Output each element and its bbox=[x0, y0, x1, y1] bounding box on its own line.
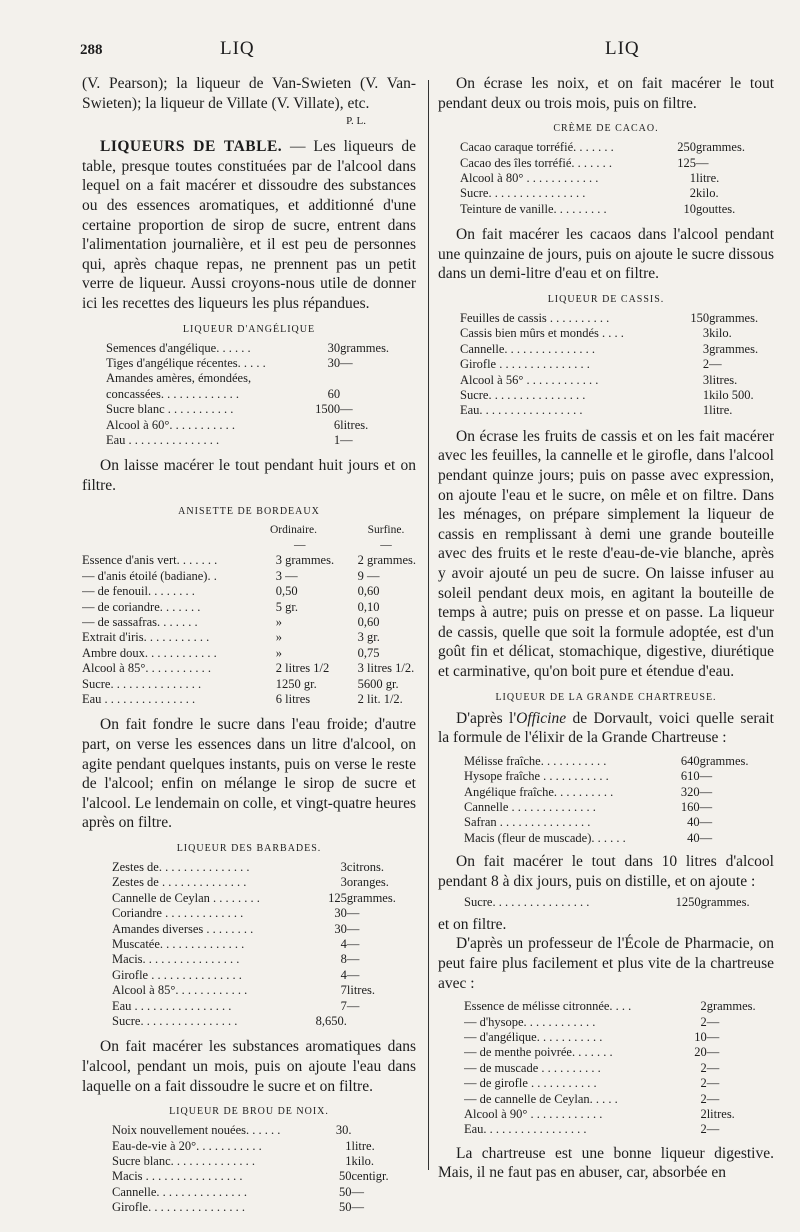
ingredient-name: Macis . . . . . . . . . . . . . . . . bbox=[112, 1169, 243, 1184]
recipe-row bbox=[82, 677, 416, 692]
ingredient-unit: — bbox=[351, 1200, 364, 1215]
recipe-table-barbades bbox=[112, 860, 416, 1029]
ingredient-name: Sucre. . . . . . . . . . . . . . . bbox=[82, 676, 202, 691]
ingredient-quantity: 50 bbox=[338, 1184, 352, 1199]
recipe-row bbox=[464, 754, 774, 769]
ingredient-name: Eau . . . . . . . . . . . . . . . bbox=[106, 432, 220, 447]
chartreuse-alt-intro: D'après un professeur de l'École de Pharmacie, on peut faire plus facilement et plus vite de la chartreuse avec : bbox=[438, 935, 774, 992]
recipe-row bbox=[106, 341, 416, 356]
ingredient-quantity: 1500 bbox=[315, 402, 341, 417]
ingredient-quantity: 40 bbox=[687, 830, 700, 845]
ingredient-name: Sucre blanc . . . . . . . . . . . bbox=[106, 402, 234, 417]
ingredient-unit: kilo. bbox=[351, 1154, 375, 1169]
ingredient-quantity: 125 bbox=[677, 155, 696, 170]
intro-emphasis: Officine bbox=[516, 709, 567, 727]
chartreuse-closing: La chartreuse est une bonne liqueur digestive. Mais, il ne faut pas en abuser, car, absorbée en bbox=[438, 1144, 774, 1182]
recipe-title-anisette: ANISETTE DE BORDEAUX bbox=[178, 505, 320, 517]
recipe-row bbox=[82, 630, 416, 645]
recipe-row bbox=[112, 1154, 416, 1169]
author-signature: P. L. bbox=[346, 115, 366, 128]
ingredient-name: — de coriandre. . . . . . . bbox=[82, 599, 201, 614]
ingredient-quantity: 30 bbox=[334, 921, 347, 936]
ingredient-quantity: 7 bbox=[340, 983, 347, 998]
left-running-title: LIQ bbox=[220, 38, 255, 59]
recipe-row bbox=[82, 584, 416, 599]
ingredient-name: — d'anis étoilé (badiane). . bbox=[82, 568, 217, 583]
ingredient-quantity: 20 bbox=[694, 1045, 707, 1060]
ingredient-unit: — bbox=[346, 921, 360, 936]
recipe-title-angelique: LIQUEUR D'ANGÉLIQUE bbox=[182, 323, 316, 335]
recipe-row bbox=[112, 983, 416, 998]
column-dash: — bbox=[380, 538, 392, 551]
ingredient-quantity: 60 bbox=[327, 386, 341, 401]
ingredient-name: Girofle . . . . . . . . . . . . . . . bbox=[460, 357, 590, 372]
ingredient-name: Angélique fraîche. . . . . . . . . . bbox=[464, 784, 614, 799]
recipe-row bbox=[112, 891, 416, 906]
ingredient-unit: 2 grammes. bbox=[357, 553, 416, 568]
ingredient-name: — d'hysope. . . . . . . . . . . . bbox=[464, 1014, 596, 1029]
recipe-row bbox=[460, 186, 766, 201]
ingredient-name: Amandes amères, émondées, concassées. . . . . . . . . . . . . bbox=[106, 371, 252, 401]
ingredient-unit: grammes. bbox=[706, 999, 756, 1014]
column-dash: — bbox=[294, 538, 306, 551]
ingredient-quantity: 4 bbox=[340, 937, 347, 952]
anisette-column-headers bbox=[82, 523, 416, 554]
ingredient-unit: grammes. bbox=[709, 341, 759, 356]
recipe-row bbox=[82, 615, 416, 630]
ingredient-name: Eau. . . . . . . . . . . . . . . . . bbox=[464, 1122, 587, 1137]
section-text: — Les liqueurs de table, presque toutes constituées par de l'alcool dans lequel on a fait macérer et dissoudre des substances ou des essences aromatiques, et additionné d'une certaine proportion de sirop de sucre, entrent dans l'alimentation journalière, et il est peu de personnes qui, après chaque repas, ne prennent pas un petit verre de liqueur. Aussi croyons-nous utile de donner ici les recettes des liqueurs les plus répandues. bbox=[82, 138, 416, 312]
recipe-row bbox=[112, 1014, 416, 1029]
ingredient-name: Cacao des îles torréfié. . . . . . . bbox=[460, 155, 613, 170]
ingredient-name: Eau-de-vie à 20°. . . . . . . . . . . bbox=[112, 1138, 262, 1153]
recipe-row bbox=[112, 875, 416, 890]
ingredient-unit: — bbox=[696, 155, 709, 170]
ingredient-name: Eau . . . . . . . . . . . . . . . . bbox=[112, 998, 232, 1013]
recipe-row bbox=[106, 371, 416, 402]
ingredient-name: Safran . . . . . . . . . . . . . . . bbox=[464, 815, 591, 830]
ingredient-name: Cannelle . . . . . . . . . . . . . . bbox=[464, 799, 596, 814]
recipe-row bbox=[460, 357, 774, 372]
running-header bbox=[80, 38, 780, 64]
ingredient-unit: kilo 500. bbox=[709, 388, 754, 403]
ingredient-unit: litres. bbox=[346, 983, 376, 998]
recipe-table-anisette bbox=[82, 553, 416, 707]
ingredient-unit: grammes. bbox=[700, 895, 750, 910]
recipe-row bbox=[464, 800, 774, 815]
chartreuse-sugar-row bbox=[464, 895, 774, 910]
ingredient-name: Cannelle de Ceylan . . . . . . . . bbox=[112, 890, 260, 905]
ingredient-name: Essence de mélisse citronnée. . . . bbox=[464, 999, 632, 1014]
ingredient-unit: centigr. bbox=[351, 1169, 389, 1184]
ingredient-unit: grammes. bbox=[699, 753, 749, 768]
ingredient-unit: — bbox=[346, 906, 360, 921]
column-header-surfine: Surfine. bbox=[367, 523, 405, 536]
ingredient-unit bbox=[351, 1123, 416, 1138]
chartreuse-note: On fait macérer le tout dans 10 litres d'alcool pendant 8 à dix jours, puis on distille, et on ajoute : bbox=[438, 853, 774, 890]
ingredient-unit: — bbox=[699, 769, 713, 784]
recipe-row bbox=[112, 999, 416, 1014]
ingredient-name: Semences d'angélique. . . . . . bbox=[106, 340, 251, 355]
recipe-table-chartreuse-alt bbox=[464, 999, 774, 1138]
ingredient-quantity: » bbox=[275, 630, 283, 645]
ingredient-unit bbox=[347, 1014, 416, 1029]
recipe-row bbox=[82, 692, 416, 707]
ingredient-quantity: 2 bbox=[700, 1091, 707, 1106]
ingredient-quantity: 30. bbox=[335, 1123, 352, 1138]
ingredient-unit: grammes. bbox=[696, 140, 745, 155]
recipe-row bbox=[112, 1185, 416, 1200]
ingredient-quantity: 3 grammes. bbox=[275, 553, 335, 568]
ingredient-unit: grammes. bbox=[346, 890, 396, 905]
ingredient-quantity: 0,50 bbox=[275, 584, 298, 599]
ingredient-unit: 0,10 bbox=[357, 599, 380, 614]
ingredient-name: Hysope fraîche . . . . . . . . . . . bbox=[464, 769, 609, 784]
ingredient-unit: — bbox=[709, 357, 722, 372]
recipe-row bbox=[106, 433, 416, 448]
ingredient-quantity: 30 bbox=[327, 355, 341, 370]
chartreuse-filter: et on filtre. bbox=[438, 915, 507, 933]
ingredient-quantity: 3 bbox=[340, 875, 347, 890]
ingredient-quantity: 7 bbox=[340, 998, 347, 1013]
recipe-row bbox=[460, 342, 774, 357]
ingredient-unit: litre. bbox=[709, 403, 733, 418]
ingredient-unit: — bbox=[351, 1184, 364, 1199]
recipe-row bbox=[464, 1107, 774, 1122]
ingredient-unit: — bbox=[706, 1045, 720, 1060]
recipe-row bbox=[112, 906, 416, 921]
recipe-row bbox=[112, 1139, 416, 1154]
recipe-table-chartreuse bbox=[464, 754, 774, 846]
ingredient-unit: 2 lit. 1/2. bbox=[357, 692, 403, 707]
ingredient-unit: 5600 gr. bbox=[357, 676, 399, 691]
recipe-note-barbades: On fait macérer les substances aromatiques dans l'alcool, pendant un mois, puis on ajoute l'eau dans laquelle on a fait dissoudre le sucre et on filtre. bbox=[82, 1038, 416, 1095]
ingredient-name: Zestes de. . . . . . . . . . . . . . . bbox=[112, 860, 250, 874]
recipe-row bbox=[464, 1015, 774, 1030]
ingredient-quantity: 1 bbox=[689, 171, 696, 185]
ingredient-name: Teinture de vanille. . . . . . . . . bbox=[460, 201, 607, 216]
ingredient-quantity: 10 bbox=[683, 201, 696, 216]
ingredient-quantity: 2 bbox=[700, 1122, 707, 1137]
ingredient-name: Cacao caraque torréfié. . . . . . . bbox=[460, 140, 614, 155]
ingredient-unit: — bbox=[340, 402, 353, 417]
ingredient-quantity: 6 bbox=[333, 417, 341, 432]
ingredient-name: Ambre doux. . . . . . . . . . . . bbox=[82, 645, 217, 660]
ingredient-quantity: 3 bbox=[340, 860, 347, 874]
ingredient-name: Cassis bien mûrs et mondés . . . . bbox=[460, 326, 624, 341]
recipe-note-brou: On écrase les noix, et on fait macérer le tout pendant deux ou trois mois, puis on filtre. bbox=[438, 75, 774, 112]
ingredient-quantity: 610 bbox=[680, 769, 700, 784]
recipe-row bbox=[460, 373, 774, 388]
recipe-row bbox=[464, 1061, 774, 1076]
ingredient-unit: litre. bbox=[696, 171, 720, 185]
ingredient-unit: — bbox=[706, 1029, 720, 1044]
ingredient-name: Sucre blanc. . . . . . . . . . . . . . bbox=[112, 1154, 256, 1169]
ingredient-quantity: 150 bbox=[690, 311, 710, 325]
recipe-row bbox=[82, 646, 416, 661]
ingredient-unit: 0,60 bbox=[357, 584, 380, 599]
ingredient-unit: kilo. bbox=[696, 186, 719, 201]
intro-paragraph: (V. Pearson); la liqueur de Van-Swieten (V. Van-Swieten); la liqueur de Villate (V. Villate), etc. bbox=[82, 75, 416, 112]
ingredient-name: Zestes de . . . . . . . . . . . . . . bbox=[112, 875, 247, 890]
recipe-row bbox=[82, 553, 416, 568]
ingredient-name: — d'angélique. . . . . . . . . . . bbox=[464, 1029, 603, 1044]
ingredient-name: Sucre. . . . . . . . . . . . . . . . bbox=[460, 186, 586, 201]
ingredient-unit: litres. bbox=[340, 417, 369, 432]
recipe-row bbox=[460, 202, 766, 217]
ingredient-quantity: 3 bbox=[702, 372, 710, 387]
ingredient-quantity: 125 bbox=[328, 890, 347, 905]
recipe-row bbox=[460, 403, 774, 418]
ingredient-name: — de menthe poivrée. . . . . . . bbox=[464, 1045, 613, 1060]
ingredient-unit: 3 litres 1/2. bbox=[357, 661, 415, 676]
ingredient-name: Noix nouvellement nouées. . . . . . bbox=[112, 1123, 281, 1138]
ingredient-quantity: » bbox=[275, 645, 283, 660]
ingredient-quantity: 1250 gr. bbox=[275, 676, 317, 691]
ingredient-unit: — bbox=[340, 432, 353, 447]
page-number: 288 bbox=[80, 42, 103, 58]
recipe-note-anisette: On fait fondre le sucre dans l'eau froide; d'autre part, on verse les essences dans un litre d'alcool, on agite pendant quelques instants, puis on verse le reste de l'alcool; enfin on mélange le sirop de sucre et l'alcool. Le lendemain on colle, et vingt-quatre heures après on filtre. bbox=[82, 716, 416, 832]
right-running-title: LIQ bbox=[605, 38, 640, 59]
recipe-note-angelique: On laisse macérer le tout pendant huit jours et on filtre. bbox=[82, 457, 416, 494]
recipe-row bbox=[464, 1030, 774, 1045]
recipe-row bbox=[82, 600, 416, 615]
ingredient-name: Extrait d'iris. . . . . . . . . . . bbox=[82, 630, 210, 645]
ingredient-name: — de fenouil. . . . . . . . bbox=[82, 584, 195, 599]
recipe-row bbox=[460, 326, 774, 341]
recipe-row bbox=[464, 999, 774, 1014]
ingredient-quantity: 640 bbox=[680, 753, 700, 768]
ingredient-unit bbox=[340, 371, 416, 402]
recipe-row bbox=[106, 418, 416, 433]
ingredient-unit: — bbox=[706, 1076, 720, 1091]
ingredient-quantity: 5 gr. bbox=[275, 599, 298, 614]
ingredient-unit: gouttes. bbox=[696, 201, 736, 216]
ingredient-name: — de sassafras. . . . . . . bbox=[82, 615, 198, 629]
column-header-ordinaire: Ordinaire. bbox=[270, 523, 317, 536]
ingredient-unit: litres. bbox=[706, 1107, 735, 1121]
ingredient-unit: 9 — bbox=[357, 568, 380, 583]
ingredient-quantity: 8 bbox=[340, 952, 347, 967]
ingredient-name: Cannelle. . . . . . . . . . . . . . . bbox=[460, 341, 596, 356]
ingredient-quantity: 40 bbox=[687, 815, 700, 830]
intro-text: D'après l' bbox=[456, 709, 517, 727]
ingredient-quantity: 2 bbox=[689, 186, 696, 201]
recipe-title-cassis: LIQUEUR DE CASSIS. bbox=[547, 294, 665, 305]
ingredient-name: Macis (fleur de muscade). . . . . . bbox=[464, 830, 626, 845]
ingredient-quantity: 2 bbox=[700, 999, 707, 1014]
ingredient-unit: oranges. bbox=[346, 875, 389, 890]
ingredient-unit: kilo. bbox=[709, 326, 732, 341]
recipe-table-angelique bbox=[106, 341, 416, 449]
recipe-row bbox=[464, 1076, 774, 1091]
ingredient-unit: grammes. bbox=[709, 311, 759, 325]
ingredient-quantity: 1 bbox=[345, 1154, 352, 1169]
ingredient-name: Eau . . . . . . . . . . . . . . . bbox=[82, 692, 196, 707]
ingredient-unit: — bbox=[706, 1122, 720, 1137]
recipe-row bbox=[112, 860, 416, 875]
right-column bbox=[438, 74, 774, 1183]
recipe-note-cassis: On écrase les fruits de cassis et on les fait macérer avec les feuilles, la cannelle et le girofle, dans l'alcool pendant quinze jours; puis on passe avec expression, on ajoute l'eau et le sucre, on mêle et on filtre. Dans les ménages, on prépare simplement la liqueur de cassis en remplissant à demi une grande bouteille avec des fruits et le reste d'eau-de-vie blanche, après y avoir ajouté un peu de sucre. On laisse infuser au soleil pendant deux mois, en agitant la bouteille de temps à autre; puis on presse et on passe. La liqueur de cassis, quelle que soit la formule adoptée, est d'un goût fin et délicat, stomachique, digestive, diurétique et carminative, qu'on boit pure et étendue d'eau. bbox=[438, 427, 774, 680]
recipe-row bbox=[460, 388, 774, 403]
recipe-title-chartreuse: LIQUEUR DE LA GRANDE CHARTREUSE. bbox=[495, 691, 717, 703]
recipe-row bbox=[112, 1169, 416, 1184]
recipe-note-cacao: On fait macérer les cacaos dans l'alcool pendant une quinzaine de jours, puis on ajoute le sucre dissous dans un demi-litre d'eau et on filtre. bbox=[438, 226, 774, 283]
ingredient-unit: — bbox=[706, 1014, 720, 1029]
recipe-row bbox=[464, 815, 774, 830]
ingredient-name: Sucre. . . . . . . . . . . . . . . . bbox=[464, 895, 590, 910]
ingredient-name: Feuilles de cassis . . . . . . . . . . bbox=[460, 311, 610, 325]
column-divider bbox=[428, 80, 429, 1170]
chartreuse-intro bbox=[438, 709, 774, 748]
ingredient-name: Macis. . . . . . . . . . . . . . . . bbox=[112, 952, 240, 967]
ingredient-name: Sucre. . . . . . . . . . . . . . . . bbox=[112, 1014, 238, 1029]
recipe-title-cacao: CRÈME DE CACAO. bbox=[553, 123, 659, 135]
recipe-row bbox=[82, 569, 416, 584]
ingredient-name: — de muscade . . . . . . . . . . bbox=[464, 1060, 601, 1075]
recipe-row bbox=[82, 661, 416, 676]
recipe-row bbox=[112, 1123, 416, 1138]
intro-text: de Dorvault, voici quelle serait la formule de l'élixir de la Grande Chartreuse : bbox=[438, 709, 774, 747]
section-paragraph bbox=[82, 137, 416, 313]
ingredient-unit: citrons. bbox=[346, 860, 385, 874]
ingredient-unit: — bbox=[346, 937, 360, 952]
ingredient-quantity: 3 bbox=[702, 326, 710, 341]
left-column bbox=[82, 74, 416, 1224]
recipe-row bbox=[460, 311, 774, 326]
ingredient-quantity: 2 litres 1/2 bbox=[275, 661, 330, 676]
ingredient-quantity: 2 bbox=[700, 1107, 707, 1121]
ingredient-unit: litre. bbox=[351, 1138, 375, 1153]
ingredient-quantity: 50 bbox=[338, 1200, 352, 1215]
recipe-row bbox=[112, 968, 416, 983]
recipe-row bbox=[464, 1122, 774, 1137]
ingredient-unit: — bbox=[346, 967, 360, 982]
recipe-row bbox=[106, 402, 416, 417]
ingredient-quantity: 1 bbox=[333, 432, 341, 447]
ingredient-unit: — bbox=[346, 998, 360, 1013]
ingredient-unit: 0,75 bbox=[357, 645, 380, 660]
section-heading: LIQUEURS DE TABLE. bbox=[100, 138, 283, 156]
ingredient-quantity: 1 bbox=[345, 1138, 352, 1153]
ingredient-quantity: 1 bbox=[702, 403, 710, 418]
ingredient-quantity: » bbox=[275, 615, 283, 629]
ingredient-unit: 3 gr. bbox=[357, 630, 380, 645]
ingredient-name: Alcool à 85°. . . . . . . . . . . bbox=[82, 661, 211, 676]
ingredient-name: Essence d'anis vert. . . . . . . bbox=[82, 553, 218, 568]
ingredient-quantity: 30 bbox=[327, 340, 341, 355]
recipe-row bbox=[464, 831, 774, 846]
recipe-table-cassis bbox=[460, 311, 774, 419]
ingredient-name: Tiges d'angélique récentes. . . . . bbox=[106, 355, 266, 370]
recipe-row bbox=[464, 1045, 774, 1060]
ingredient-quantity: 30 bbox=[334, 906, 347, 921]
recipe-row bbox=[460, 171, 766, 186]
recipe-row bbox=[464, 1092, 774, 1107]
recipe-row bbox=[112, 1200, 416, 1215]
ingredient-name: Amandes diverses . . . . . . . . bbox=[112, 921, 254, 936]
ingredient-name: Alcool à 80° . . . . . . . . . . . . bbox=[460, 171, 599, 185]
ingredient-name: Mélisse fraîche. . . . . . . . . . . bbox=[464, 753, 607, 768]
ingredient-quantity: 10 bbox=[694, 1029, 707, 1044]
ingredient-unit: — bbox=[346, 952, 360, 967]
ingredient-unit: — bbox=[340, 355, 353, 370]
ingredient-name: Muscatée. . . . . . . . . . . . . . bbox=[112, 937, 245, 952]
ingredient-quantity: 1 bbox=[702, 388, 710, 403]
ingredient-unit: — bbox=[699, 799, 713, 814]
recipe-title-barbades: LIQUEUR DES BARBADES. bbox=[176, 843, 322, 854]
recipe-row bbox=[106, 356, 416, 371]
recipe-row bbox=[460, 156, 766, 171]
ingredient-name: Alcool à 56° . . . . . . . . . . . . bbox=[460, 372, 599, 387]
ingredient-quantity: 160 bbox=[680, 799, 700, 814]
ingredient-name: Alcool à 90° . . . . . . . . . . . . bbox=[464, 1107, 603, 1121]
ingredient-unit: — bbox=[706, 1060, 720, 1075]
ingredient-quantity: 2 bbox=[702, 357, 710, 372]
ingredient-quantity: 1250 bbox=[675, 895, 701, 910]
ingredient-quantity: 2 bbox=[700, 1014, 707, 1029]
ingredient-quantity: 3 — bbox=[275, 568, 298, 583]
recipe-row bbox=[112, 952, 416, 967]
ingredient-quantity: 320 bbox=[680, 784, 700, 799]
ingredient-name: Eau. . . . . . . . . . . . . . . . . bbox=[460, 403, 583, 418]
ingredient-name: — de cannelle de Ceylan. . . . . bbox=[464, 1091, 618, 1106]
ingredient-name: Sucre. . . . . . . . . . . . . . . . bbox=[460, 388, 586, 403]
ingredient-name: Girofle. . . . . . . . . . . . . . . . bbox=[112, 1200, 245, 1215]
ingredient-name: Girofle . . . . . . . . . . . . . . . bbox=[112, 967, 242, 982]
recipe-row bbox=[460, 140, 766, 155]
recipe-table-cacao bbox=[460, 140, 766, 217]
recipe-row bbox=[112, 937, 416, 952]
ingredient-quantity: 8,650. bbox=[315, 1014, 347, 1029]
ingredient-unit: — bbox=[699, 815, 713, 830]
ingredient-quantity: 50 bbox=[338, 1169, 352, 1184]
ingredient-quantity: 3 bbox=[702, 341, 710, 356]
recipe-row bbox=[112, 922, 416, 937]
recipe-table-brou bbox=[112, 1123, 416, 1215]
ingredient-name: Coriandre . . . . . . . . . . . . . bbox=[112, 906, 244, 921]
ingredient-quantity: 2 bbox=[700, 1076, 707, 1091]
ingredient-unit: grammes. bbox=[340, 340, 390, 355]
ingredient-name: — de girofle . . . . . . . . . . . bbox=[464, 1076, 597, 1091]
ingredient-unit: — bbox=[699, 830, 713, 845]
ingredient-unit: — bbox=[706, 1091, 720, 1106]
ingredient-unit: — bbox=[699, 784, 713, 799]
ingredient-quantity: 250 bbox=[677, 140, 696, 155]
recipe-title-brou: LIQUEUR DE BROU DE NOIX. bbox=[169, 1106, 329, 1118]
ingredient-name: Alcool à 60°. . . . . . . . . . . bbox=[106, 417, 235, 432]
ingredient-unit: litres. bbox=[709, 372, 738, 387]
ingredient-name: Alcool à 85°. . . . . . . . . . . . bbox=[112, 983, 248, 998]
ingredient-quantity: 2 bbox=[700, 1060, 707, 1075]
ingredient-name: Cannelle. . . . . . . . . . . . . . . bbox=[112, 1184, 248, 1199]
ingredient-quantity: 4 bbox=[340, 967, 347, 982]
recipe-row bbox=[464, 785, 774, 800]
ingredient-unit: 0,60 bbox=[357, 615, 380, 629]
ingredient-quantity: 6 litres bbox=[275, 692, 311, 707]
recipe-row bbox=[464, 769, 774, 784]
